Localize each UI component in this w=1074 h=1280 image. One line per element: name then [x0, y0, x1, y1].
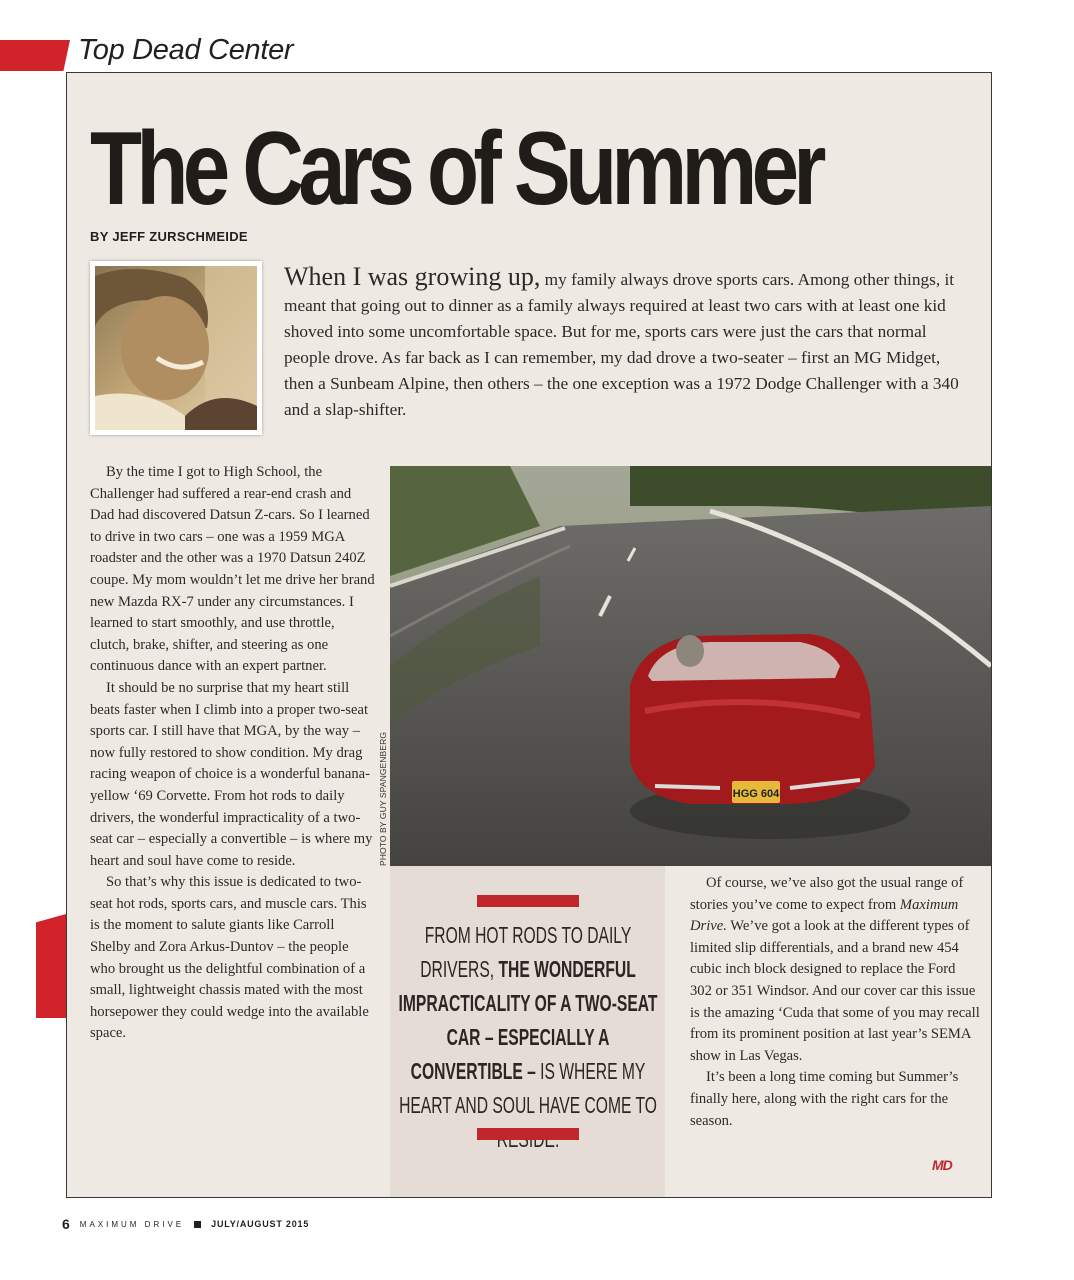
- author-photo: [90, 261, 262, 435]
- body-paragraph: It should be no surprise that my heart still beats faster when I climb into a proper two-seat sports car. I still have that MGA, by the way – now fully restored to show condition. My drag racing weapon of choice is a wonderful banana-yellow ‘69 Corvette. From hot rods to daily drivers, the wonderful impracticality of a two-seat car – especially a convertible – is where my heart and soul have come to reside.: [90, 679, 373, 869]
- magazine-name-italic: Maximum Drive.: [690, 896, 959, 935]
- page-footer: [62, 1216, 309, 1232]
- paragraph-text: We’ve got a look at the different types of limited slip differentials, and a brand new 454 cubic inch block designed to replace the Ford 302 or 351 Windsor. And our cover car this issue is the amazing ‘Cuda that some of you may recall from its prominent position at last year’s SEMA show in Las Vegas.: [690, 918, 980, 1064]
- pull-quote-part1: FROM HOT RODS TO DAILY DRIVERS,: [420, 922, 632, 982]
- article-title: The Cars of Summer: [90, 111, 821, 227]
- end-mark-logo: MD: [932, 1157, 952, 1173]
- body-paragraph: It’s been a long time coming but Summer’s finally here, along with the right cars for the season.: [690, 1069, 959, 1129]
- section-accent-bar: [0, 40, 70, 71]
- pull-quote: [390, 918, 665, 1156]
- pull-quote-part2: IS WHERE MY HEART AND SOUL HAVE COME TO: [399, 1058, 657, 1118]
- body-paragraph: By the time I got to High School, the Challenger had suffered a rear-end crash and Dad had discovered Datsun Z-cars. So I learned to drive in two cars – one was a 1959 MGA roadster and the other was a 1970 Datsun 240Z coupe. My mom wouldn’t let me drive her brand new Mazda RX-7 under any circumstances. I learned to start smoothly, and use throttle, clutch, brake, shifter, and steering as one continuous dance with an expert partner.: [90, 464, 375, 675]
- author-portrait-image: [95, 266, 257, 430]
- body-paragraph: [690, 873, 980, 1067]
- side-accent-bar: [36, 914, 66, 1018]
- pull-quote-top-rule: [477, 895, 579, 907]
- intro-lead: When I was growing up,: [284, 262, 541, 291]
- photo-credit: PHOTO BY GUY SPANGENBERG: [378, 731, 388, 866]
- pull-quote-bottom-rule: [477, 1128, 579, 1140]
- magazine-name: MAXIMUM DRIVE: [79, 1219, 185, 1229]
- body-paragraph: So that’s why this issue is dedicated to two-seat hot rods, sports cars, and muscle cars. This is the moment to salute giants like Carroll Shelby and Zora Arkus-Duntov – the people who brought us the delightful combination of a small, lightweight chassis mated with the most horsepower they could wedge into the available space.: [90, 874, 369, 1042]
- paragraph-text: Of course, we’ve also got the usual range of stories you’ve come to expect from: [690, 875, 964, 913]
- page-number: 6: [62, 1216, 70, 1232]
- red-convertible-photo: [390, 466, 991, 866]
- intro-paragraph: [284, 264, 972, 423]
- intro-text: my family always drove sports cars. Among other things, it meant that going out to dinner as a family always required at least two cars with at least one kid shoved into some uncomfortable space. But for me, sports cars were just the cars that normal people drove. As far back as I can remember, my dad drove a two-seater – first an MG Midget, then a Sunbeam Alpine, then others – the one exception was a 1972 Dodge Challenger with a 340 and a slap-shifter.: [284, 270, 959, 419]
- issue-date: JULY/AUGUST 2015: [211, 1219, 310, 1229]
- license-plate: HGG 604: [732, 788, 780, 800]
- car-photo: [390, 466, 991, 866]
- pull-quote-box: [390, 866, 665, 1197]
- pull-quote-bold: THE WONDERFUL IMPRACTICALITY OF A TWO-SEAT CAR – ESPECIALLY A CONVERTIBLE –: [398, 956, 658, 1084]
- byline: BY JEFF ZURSCHMEIDE: [90, 229, 248, 244]
- separator-square-icon: [194, 1221, 201, 1228]
- body-column-left: [90, 462, 375, 1045]
- section-label: Top Dead Center: [78, 34, 294, 66]
- body-column-right: [690, 873, 980, 1132]
